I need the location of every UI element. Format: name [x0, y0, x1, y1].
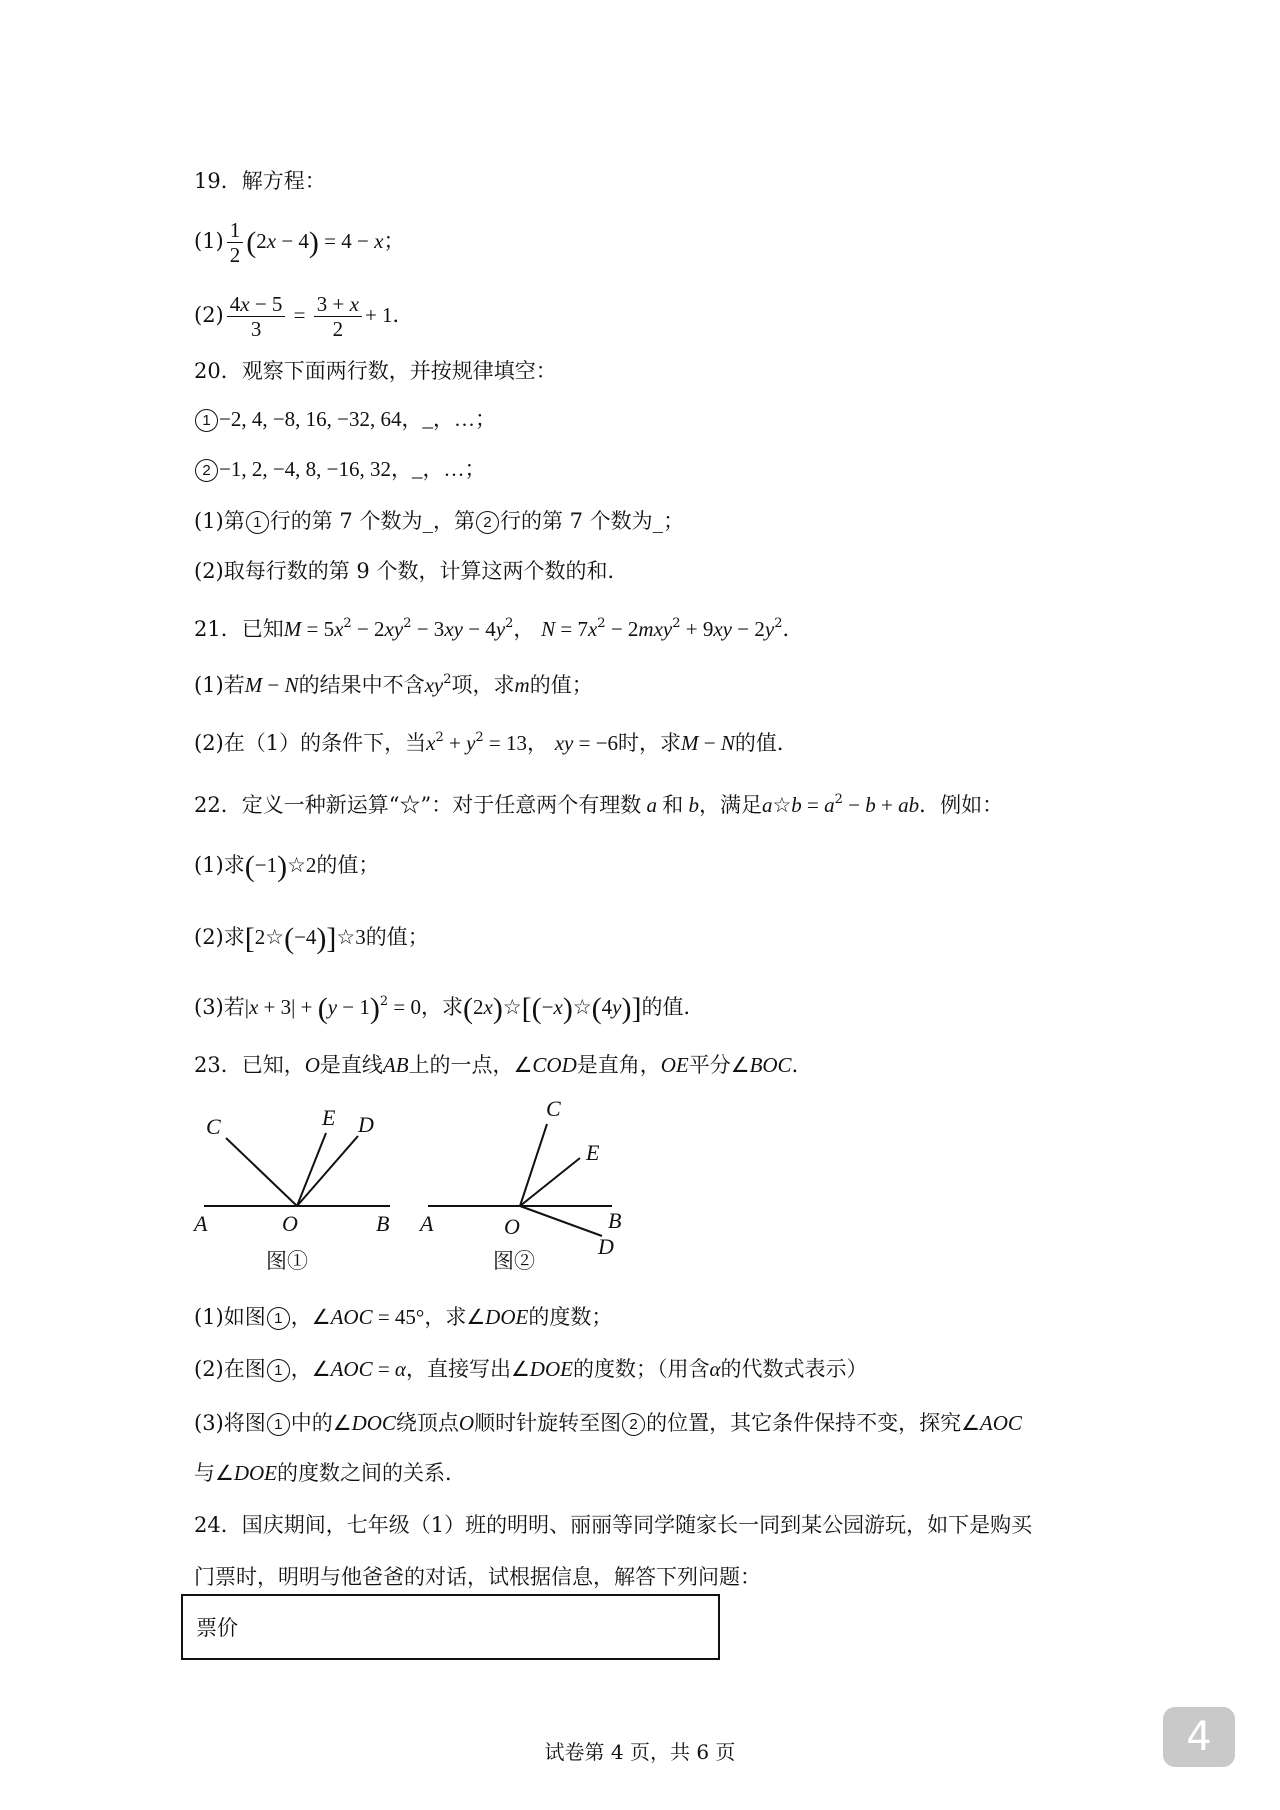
- fig1-ray-od: [297, 1136, 358, 1206]
- figure-1: [192, 1105, 390, 1273]
- fig2-ray-od: [520, 1206, 602, 1236]
- q20-row2: 2 −1, 2, −4, 8, −16, 32，_，…；: [194, 454, 486, 484]
- angle-figures: [190, 1088, 670, 1278]
- figure-2: [418, 1096, 621, 1273]
- q23-title: 23．已知，O是直线AB上的一点，∠COD是直角，OE平分∠BOC．: [194, 1053, 813, 1077]
- fig1-label-e: E: [322, 1105, 336, 1130]
- q20-title: 20．观察下面两行数，并按规律填空：: [194, 359, 557, 383]
- q24-line1: 24．国庆期间，七年级（1）班的明明、丽丽等同学随家长一同到某公园游玩，如下是购买: [194, 1513, 1033, 1537]
- q20-part1: (1)第 1 行的第 7 个数为_，第 2 行的第 7 个数为_；: [194, 509, 685, 533]
- ticket-price-header: 票价: [196, 1616, 238, 1640]
- fig1-ray-oc: [226, 1138, 297, 1206]
- q22-part1: (1)求(−1)☆2的值；: [194, 850, 380, 883]
- fig1-label-a: A: [194, 1211, 208, 1236]
- fig2-ray-oc: [520, 1124, 547, 1206]
- fig1-caption: 图①: [266, 1249, 308, 1273]
- fig2-label-a: A: [420, 1211, 434, 1236]
- q22-part3: (3)若$|x + 3| + (y - 1)^2 = 0$，求(2x)☆[(−x)☆(4y)]的值．: [194, 992, 705, 1025]
- q23-part1: (1)如图 1 ，∠AOC = 45°，求∠DOE的度数；: [194, 1305, 613, 1329]
- q24-line2: 门票时，明明与他爸爸的对话，试根据信息，解答下列问题：: [194, 1565, 761, 1589]
- q23-part3-cont: 与∠DOE的度数之间的关系．: [194, 1461, 466, 1485]
- fig2-label-b: B: [608, 1208, 622, 1233]
- q20-row1: 1 −2, 4, −8, 16, −32, 64，_，…；: [194, 404, 496, 434]
- q19-part1: (1) $\frac{1}{2}$ (2x − 4) = 4 − x；: [194, 218, 405, 267]
- ticket-price-table: [181, 1594, 720, 1660]
- q23-part2: (2)在图 1 ，∠AOC = α，直接写出∠DOE的度数；（用含α的代数式表示）: [194, 1357, 868, 1381]
- fig2-label-d: D: [598, 1234, 614, 1259]
- q22-part2: (2)求[2☆(−4)]☆3的值；: [194, 922, 429, 955]
- fig1-label-d: D: [358, 1112, 374, 1137]
- fig1-label-b: B: [376, 1211, 390, 1236]
- q22-title: 22．定义一种新运算“☆”：对于任意两个有理数 a 和 b，满足a☆b = $a^2 - b$ + ab．例如：: [194, 792, 1004, 817]
- fig1-label-c: C: [206, 1114, 221, 1139]
- q23-part3: (3)将图 1 中的∠DOC绕顶点O顺时针旋转至图 2 的位置，其它条件保持不变，探究∠AOC: [194, 1411, 1022, 1435]
- q19-part2: (2) $\frac{4x - 5}{3}$ = $\frac{3 + x}{2}$ + 1．: [194, 292, 414, 341]
- fig2-label-c: C: [546, 1096, 561, 1121]
- fig1-ray-oe: [297, 1133, 326, 1206]
- q21-part1: (1)若M − N的结果中不含$xy^2$项，求m的值；: [194, 672, 593, 697]
- q21-part2: (2)在（1）的条件下，当$x^2 + y^2 = 13$， xy = −6时，求M − N的值．: [194, 730, 798, 755]
- fig2-caption: 图②: [493, 1249, 535, 1273]
- q20-part2: (2)取每行数的第 9 个数，计算这两个数的和．: [194, 559, 629, 583]
- fig2-label-o: O: [504, 1214, 520, 1239]
- q21-title: 21．已知$M = 5x^2 - 2xy^2 - 3xy - 4y^2$， $N = 7x^2 - 2mxy^2 + 9xy - 2y^2$．: [194, 616, 804, 641]
- q19-title: 19．解方程：: [194, 169, 326, 193]
- page-number-badge: 4: [1163, 1707, 1235, 1767]
- fig2-ray-oe: [520, 1158, 580, 1206]
- fig1-label-o: O: [282, 1211, 298, 1236]
- fig2-label-e: E: [586, 1140, 600, 1165]
- page-footer: 试卷第 4 页，共 6 页: [544, 1740, 736, 1764]
